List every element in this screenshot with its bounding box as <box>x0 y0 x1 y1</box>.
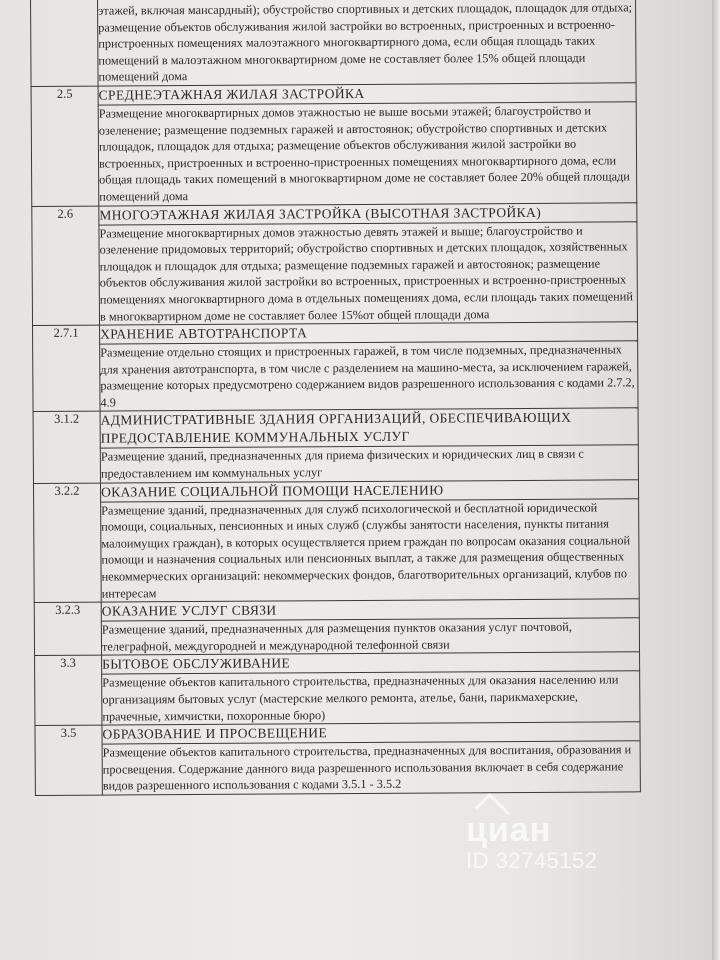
row-description: Размещение многоквартирных домов этажностью не выше восьми этажей; благоустройство и озеленение; размещение подземных гаражей и автостоянок; обустройство спортивных и детских площадок, площадок для отдыха; размещение объектов обслуживания жилой застройки во встроенных, пристроенных и встроенно-пристроенных помещениях многоквартирного дома, если общая площадь таких помещений в многоквартирном доме не составляет более 20% общей площади помещений дома <box>98 102 637 206</box>
row-code: 3.3 <box>35 655 102 725</box>
row-code: 3.2.2 <box>33 483 101 603</box>
row-code: 3.2.3 <box>34 602 101 656</box>
house-icon <box>475 793 510 828</box>
watermark-id: ID 32745152 <box>466 848 598 873</box>
table-row <box>32 221 638 325</box>
row-title: СРЕДНЕЭТАЖНАЯ ЖИЛАЯ ЗАСТРОЙКА <box>98 83 636 105</box>
row-code: 2.5 <box>31 86 99 206</box>
table-row <box>33 445 638 483</box>
row-title: БЫТОВОЕ ОБСЛУЖИВАНИЕ <box>102 652 640 674</box>
land-use-table <box>30 0 641 796</box>
table-row <box>34 618 639 656</box>
table-row <box>31 102 637 206</box>
table-row <box>31 0 637 86</box>
row-code: 3.1.2 <box>33 412 100 484</box>
row-description: Размещение зданий, предназначенных для размещения пунктов оказания услуг почтовой, телеграфной, междугородней и международной телефонной связи <box>101 618 639 655</box>
watermark-logo: циан <box>466 811 552 849</box>
row-code: 2.6 <box>32 206 100 326</box>
row-title: ХРАНЕНИЕ АВТОТРАНСПОРТА <box>100 322 638 344</box>
row-title: ОКАЗАНИЕ СОЦИАЛЬНОЙ ПОМОЩИ НАСЕЛЕНИЮ <box>100 479 638 501</box>
row-description: Размещение многоквартирных домов этажностью девять этажей и выше; благоустройство и озеленение придомовых территорий; обустройство спортивных и детских площадок, хозяйственных площадок и площадок для отдыха; размещение подземных гаражей и автостоянок; размещение объектов обслуживания жилой застройки во встроенных, пристроенных и встроенно-пристроенных помещениях многоквартирного дома в отдельных помещениях дома, если площадь таких помещений в многоквартирном доме не составляет более 15%от общей площади дома <box>99 221 638 325</box>
table-row <box>34 498 640 602</box>
row-title: АДМИНИСТРАТИВНЫЕ ЗДАНИЯ ОРГАНИЗАЦИЙ, ОБЕСПЕЧИВАЮЩИХ ПРЕДОСТАВЛЕНИЕ КОММУНАЛЬНЫХ УСЛУГ <box>100 408 638 448</box>
row-description: Размещение объектов капитального строительства, предназначенных для оказания населению или организациям бытовых услуг (мастерские мелкого ремонта, ателье, бани, парикмахерские, прачечные, химчистки, похоронные бюро) <box>102 671 640 725</box>
table-row <box>35 741 640 795</box>
page-edge <box>712 0 720 960</box>
table-row <box>35 671 640 725</box>
row-title: ОКАЗАНИЕ УСЛУГ СВЯЗИ <box>101 599 639 621</box>
row-description: Размещение объектов капитального строительства, предназначенных для воспитания, образования и просвещения. Содержание данного вида разрешенного использования включает в себя содержание видов разрешенного использования с кодами 3.5.1 - 3.5.2 <box>102 741 640 795</box>
watermark <box>466 812 598 874</box>
row-title: МНОГОЭТАЖНАЯ ЖИЛАЯ ЗАСТРОЙКА (ВЫСОТНАЯ ЗАСТРОЙКА) <box>99 202 637 224</box>
row-description: этажей, включая мансардный); обустройство спортивных и детских площадок, площадок для отдыха; размещение объектов обслуживания жилой застройки во встроенных, пристроенных и встроенно-пристроенных помещениях малоэтажного многоквартирного дома, если общая площадь таких помещений в малоэтажном многоквартирном доме не составляет более 15% общей площади помещений дома <box>98 0 637 86</box>
row-description: Размещение зданий, предназначенных для служб психологической и бесплатной юридической помощи, социальных, пенсионных и иных служб (службы занятости населения, пункты питания малоимущих граждан), в которых осуществляется прием граждан по вопросам оказания социальной помощи и назначения социальных или пенсионных выплат, а также для размещения общественных некоммерческих организаций: некоммерческих фондов, благотворительных организаций, клубов по интересам <box>101 498 640 602</box>
table-row <box>33 408 638 449</box>
row-code: 2.7.1 <box>33 325 101 412</box>
row-description: Размещение зданий, предназначенных для приема физических и юридических лиц в связи с предоставлением им коммунальных услуг <box>100 445 638 482</box>
row-code: 3.5 <box>35 725 102 795</box>
row-title: ОБРАЗОВАНИЕ И ПРОСВЕЩЕНИЕ <box>102 722 640 744</box>
row-description: Размещение отдельно стоящих и пристроенных гаражей, в том числе подземных, предназначенных для хранения автотранспорта, в том числе с разделением на машино-места, за исключением гаражей, размещение которых предусмотрено содержанием видов разрешенного использования с кодами 2.7.2, 4.9 <box>100 341 638 412</box>
row-code <box>31 0 99 86</box>
table-row <box>33 341 638 412</box>
